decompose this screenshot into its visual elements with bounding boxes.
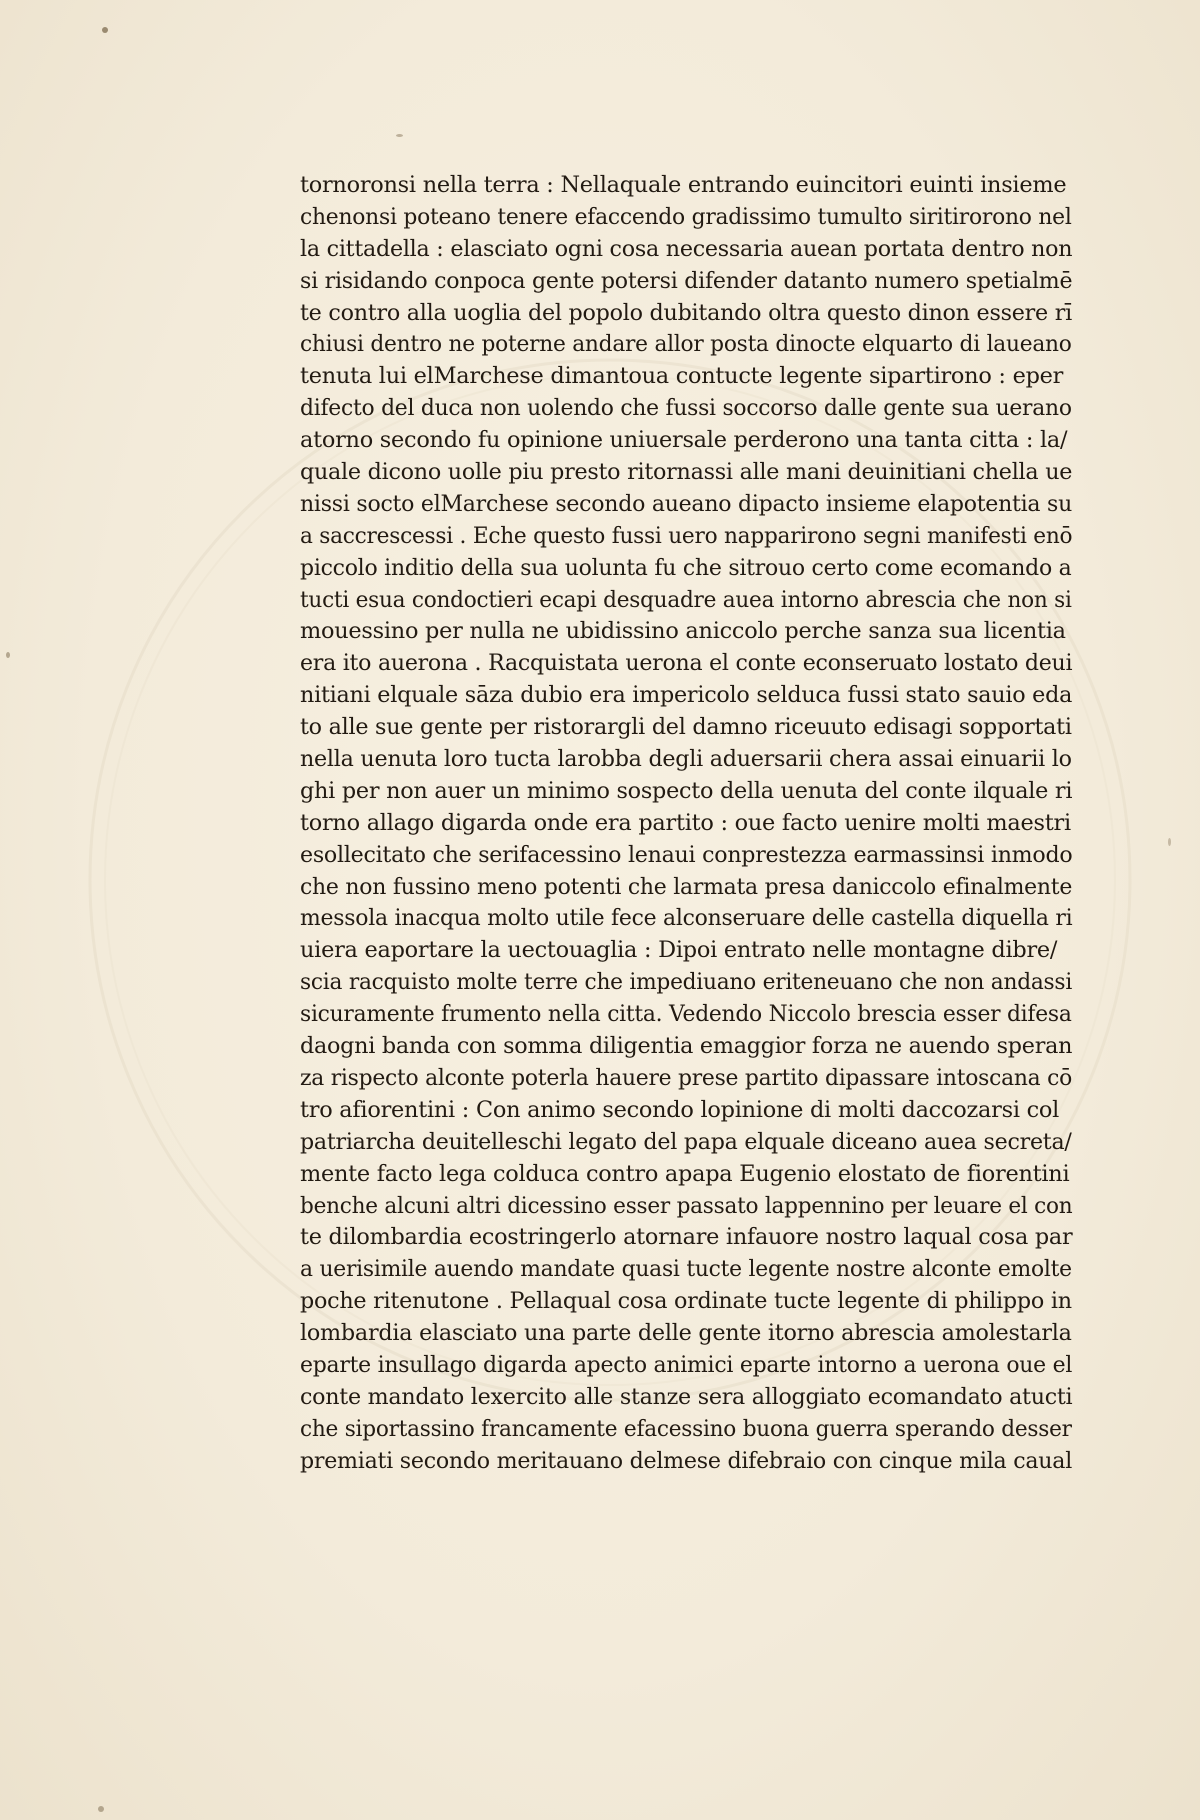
text-line: difecto del duca non uolendo che fussi soccorso dalle gente sua uerano — [300, 395, 1072, 422]
text-line: a saccrescessi . Eche questo fussi uero napparirono segni manifesti enō — [300, 522, 1073, 549]
text-line: scia racquisto molte terre che impediuano eriteneuano che non andassi — [300, 969, 1073, 996]
text-line: nissi socto elMarchese secondo aueano dipacto insieme elapotentia su — [300, 490, 1073, 517]
text-line: eparte insullago digarda apecto animici eparte intorno a uerona oue el — [300, 1351, 1073, 1378]
text-line: nitiani elquale sāza dubio era impericolo selduca fussi stato sauio eda — [300, 682, 1073, 709]
paper-speck — [6, 652, 10, 658]
text-line: ghi per non auer un minimo sospecto della uenuta del conte ilquale ri — [300, 777, 1073, 804]
text-line: nella uenuta loro tucta larobba degli aduersarii chera assai einuarii lo — [300, 746, 1072, 773]
text-line: tenuta lui elMarchese dimantoua contucte legente sipartirono : eper — [300, 363, 1064, 390]
text-line: poche ritenutone . Pellaqual cosa ordinate tucte legente di philippo in — [300, 1288, 1072, 1315]
text-line: conte mandato lexercito alle stanze sera alloggiato ecomandato atucti — [300, 1383, 1073, 1410]
text-line: si risidando conpoca gente potersi difender datanto numero spetialmē — [300, 267, 1073, 294]
text-line: quale dicono uolle piu presto ritornassi alle mani deuinitiani chella ue — [300, 459, 1073, 486]
paper-speck — [98, 1806, 104, 1812]
text-line: chenonsi poteano tenere efaccendo gradissimo tumulto siritirorono nel — [300, 203, 1072, 230]
text-line: la cittadella : elasciato ogni cosa necessaria auean portata dentro non — [300, 235, 1073, 262]
paper-speck — [396, 134, 403, 137]
text-line: che non fussino meno potenti che larmata presa daniccolo efinalmente — [300, 873, 1073, 900]
text-line: benche alcuni altri dicessino esser passato lappennino per leuare el con — [300, 1192, 1073, 1219]
text-line: lombardia elasciato una parte delle gente itorno abrescia amolestarla — [300, 1320, 1072, 1347]
paper-speck — [1168, 838, 1171, 846]
text-line: to alle sue gente per ristorargli del damno riceuuto edisagi sopportati — [300, 714, 1072, 741]
text-line: esollecitato che serifacessino lenaui conprestezza earmassinsi inmodo — [300, 841, 1073, 868]
text-line: tro afiorentini : Con animo secondo lopinione di molti daccozarsi col — [300, 1096, 1060, 1123]
text-line: messola inacqua molto utile fece alconseruare delle castella diquella ri — [300, 905, 1073, 932]
text-line: daogni banda con somma diligentia emaggior forza ne auendo speran — [300, 1033, 1073, 1060]
text-line: te contro alla uoglia del popolo dubitando oltra questo dinon essere rī — [300, 299, 1072, 326]
text-line: sicuramente frumento nella citta. Vedendo Niccolo brescia esser difesa — [300, 1001, 1072, 1028]
text-line: tucti esua condoctieri ecapi desquadre auea intorno abrescia che non si — [300, 586, 1072, 613]
text-line: che siportassino francamente efacessino buona guerra sperando desser — [300, 1415, 1072, 1442]
text-line: chiusi dentro ne poterne andare allor posta dinocte elquarto di laueano — [300, 331, 1072, 358]
text-line: mente facto lega colduca contro apapa Eugenio elostato de fiorentini — [300, 1160, 1070, 1187]
text-line: te dilombardia ecostringerlo atornare infauore nostro laqual cosa par — [300, 1224, 1073, 1251]
text-line: patriarcha deuitelleschi legato del papa elquale diceano auea secreta/ — [300, 1128, 1072, 1155]
text-line: uiera eaportare la uectouaglia : Dipoi entrato nelle montagne dibre/ — [300, 937, 1058, 964]
text-line: era ito auerona . Racquistata uerona el conte econseruato lostato deui — [300, 650, 1073, 677]
text-column — [300, 170, 1072, 1478]
text-line: tornoronsi nella terra : Nellaquale entrando euincitori euinti insieme — [300, 172, 1067, 198]
text-line: atorno secondo fu opinione uniuersale perderono una tanta citta : la/ — [300, 427, 1068, 454]
text-line: mouessino per nulla ne ubidissino aniccolo perche sanza sua licentia — [300, 618, 1066, 645]
text-line: za rispecto alconte poterla hauere prese partito dipassare intoscana cō — [300, 1064, 1072, 1091]
text-line: premiati secondo meritauano delmese difebraio con cinque mila caual — [300, 1447, 1073, 1474]
text-line: a uerisimile auendo mandate quasi tucte legente nostre alconte emolte — [300, 1256, 1072, 1283]
text-line: torno allago digarda onde era partito : oue facto uenire molti maestri — [300, 809, 1071, 836]
paper-speck — [102, 27, 108, 33]
text-line: piccolo inditio della sua uolunta fu che sitrouo certo come ecomando a — [300, 554, 1072, 581]
